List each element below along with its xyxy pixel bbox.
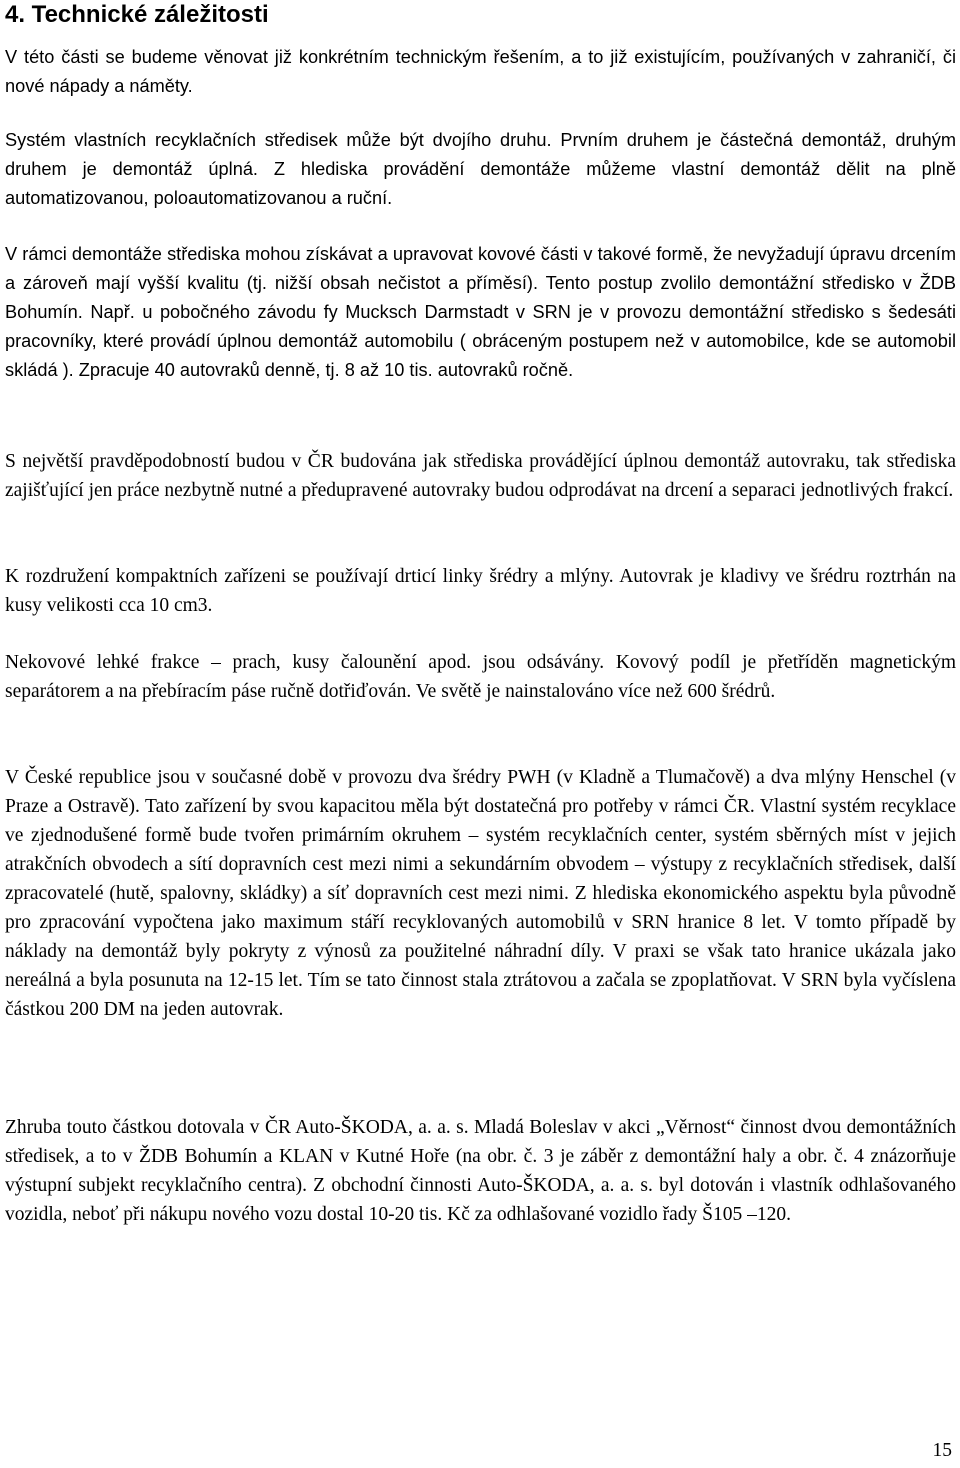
- paragraph-shredders: K rozdružení kompaktních zařízeni se používají drticí linky šrédry a mlýny. Autovrak je kladivy ve šrédru roztrhán na kusy velikosti cca 10 cm3.: [5, 566, 956, 616]
- paragraph-dismantling-metal-parts: V rámci demontáže střediska mohou získávat a upravovat kovové části v takové formě, že nevyžadují úpravu drcením a zároveň mají vyšší kvalitu (tj. nižší obsah nečistot a příměsí). Tento postup zvolilo demontážní středisko v ŽDB Bohumín. Např. u pobočného závodu fy Mucksch Darmstadt v SRN je v provozu demontážní středisko s šedesáti pracovníky, které provádí úplnou demontáž automobilu ( obráceným postupem než v automobilce, kde se automobil skládá ). Zpracuje 40 autovraků denně, tj. 8 až 10 tis. autovraků ročně.: [5, 244, 956, 380]
- paragraph-czech-dismantling: S největší pravděpodobností budou v ČR budována jak střediska provádějící úplnou demontáž autovraku, tak střediska zajišťující jen práce nezbytně nutné a předupravené autovraky budou odprodávat na drcení a separaci jednotlivých frakcí.: [5, 451, 956, 501]
- paragraph-skoda-subsidy: Zhruba touto částkou dotovala v ČR Auto-ŠKODA, a. a. s. Mladá Boleslav v akci „Věrnost“ činnost dvou demontážních středisek, a to v ŽDB Bohumín a KLAN v Kutné Hoře (na obr. č. 3 je záběr z demontážní haly a obr. č. 4 znázorňuje výstupní subjekt recyklačního centra). Z obchodní činnosti Auto-ŠKODA, a. a. s. byl dotován i vlastník odhlašovaného vozidla, neboť při nákupu nového vozu dostal 10-20 tis. Kč za odhlašované vozidlo řady Š105 –120.: [5, 1117, 956, 1225]
- paragraph-recycling-centers: Systém vlastních recyklačních středisek může být dvojího druhu. Prvním druhem je částečná demontáž, druhým druhem je demontáž úplná. Z hlediska provádění demontáže můžeme vlastní demontáž dělit na plně automatizovanou, poloautomatizovanou a ruční.: [5, 130, 956, 208]
- paragraph-intro: V této části se budeme věnovat již konkrétním technickým řešením, a to již existujícím, používaných v zahraničí, či nové nápady a náměty.: [5, 47, 956, 96]
- paragraph-light-fractions: Nekovové lehké frakce – prach, kusy čalounění apod. jsou odsávány. Kovový podíl je přetříděn magnetickým separátorem a na přebíracím páse ručně dotřiďován. Ve světě je nainstalováno více než 600 šrédrů.: [5, 652, 956, 702]
- paragraph-czech-republic-shredders: V České republice jsou v současné době v provozu dva šrédry PWH (v Kladně a Tlumačově) a dva mlýny Henschel (v Praze a Ostravě). Tato zařízení by svou kapacitou měla být dostatečná pro potřeby v rámci ČR. Vlastní systém recyklace ve zjednodušené formě bude tvořen primárním okruhem – systém recyklačních center, systém sběrných míst v jejich atrakčních obvodech a sítí dopravních cest mezi nimi a sekundárním obvodem – výstupy z recyklačních středisek, další zpracovatelé (hutě, spalovny, skládky) a síť dopravních cest mezi nimi. Z hlediska ekonomického aspektu byla původně pro zpracování vypočtena jako maximum stáří recyklovaných automobilů v SRN hranice 8 let. V tomto případě by náklady na demontáž byly pokryty z výnosů za použitelné náhradní díly. V praxi se však tato hranice ukázala jako nereálná a byla posunuta na 12-15 let. Tím se tato činnost stala ztrátovou a začala se zpoplatňovat. V SRN byla vyčíslena částkou 200 DM na jeden autovrak.: [5, 767, 956, 1020]
- page-number: 15: [932, 1440, 952, 1461]
- section-heading: 4. Technické záležitosti: [5, 1, 269, 28]
